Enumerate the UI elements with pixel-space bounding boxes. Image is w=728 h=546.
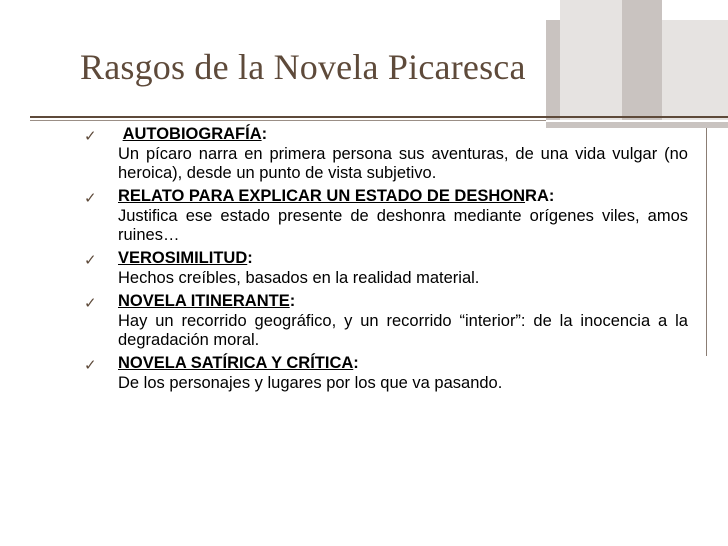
checkmark-icon: ✓ — [84, 356, 97, 374]
checkmark-icon: ✓ — [84, 294, 97, 312]
decorative-blocks — [546, 0, 728, 128]
list-item — [84, 291, 688, 350]
list-item-heading: NOVELA SATÍRICA Y CRÍTICA: — [118, 354, 359, 372]
checkmark-icon: ✓ — [84, 189, 97, 207]
list-item-heading: NOVELA ITINERANTE: — [118, 292, 296, 310]
list-item-text: Justifica ese estado presente de deshonra mediante orígenes viles, amos ruines… — [118, 207, 688, 244]
list-item-text: De los personajes y lugares por los que va pasando. — [118, 374, 503, 392]
list-item — [84, 353, 688, 393]
list-item — [84, 248, 688, 288]
list-item — [84, 124, 688, 183]
list-item-text: Hechos creíbles, basados en la realidad material. — [118, 269, 480, 287]
slide-title: Rasgos de la Novela Picaresca — [80, 47, 526, 87]
title-underline — [30, 116, 546, 118]
list-item-text: Hay un recorrido geográfico, y un recorrido “interior”: de la inocencia a la degradación moral. — [118, 312, 688, 349]
list-item-heading: VEROSIMILITUD: — [118, 249, 253, 267]
checkmark-icon: ✓ — [84, 127, 97, 145]
title-underline-thin — [30, 120, 546, 121]
checkmark-icon: ✓ — [84, 251, 97, 269]
list-item-text: Un pícaro narra en primera persona sus aventuras, de una vida vulgar (no heroica), desde un punto de vista subjetivo. — [118, 145, 688, 182]
list-item-heading: AUTOBIOGRAFÍA: — [122, 125, 268, 143]
right-divider — [706, 128, 707, 356]
list-item — [84, 186, 688, 245]
bullet-list — [84, 124, 688, 396]
list-item-heading: RELATO PARA EXPLICAR UN ESTADO DE DESHONRA: — [118, 187, 555, 205]
